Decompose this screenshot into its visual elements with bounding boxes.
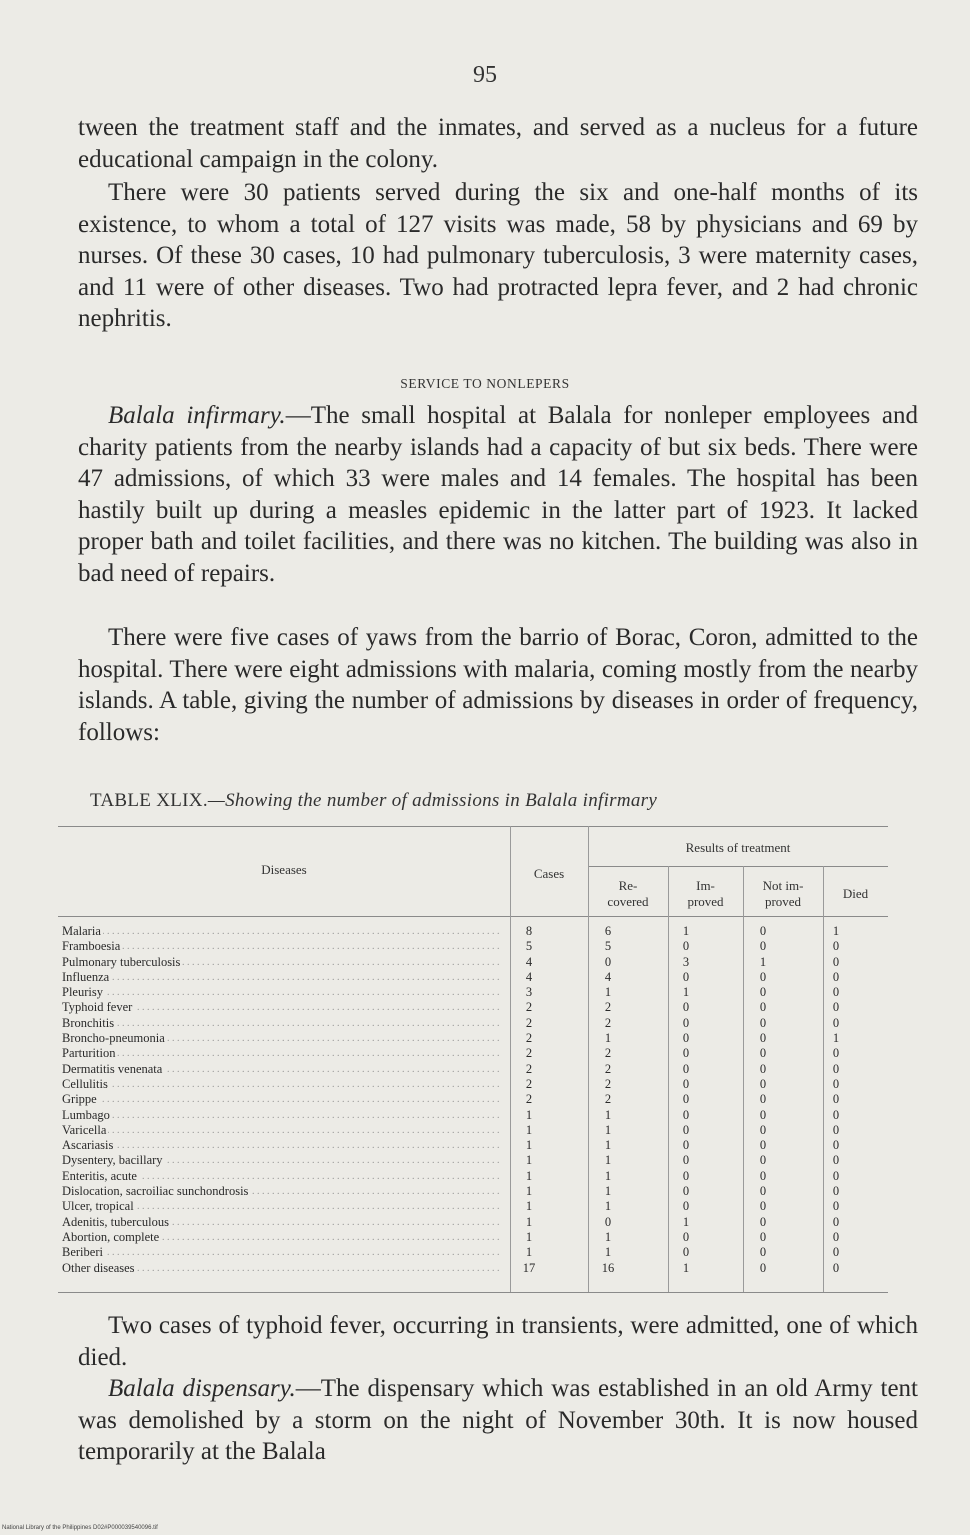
paragraph-continuation: tween the treatment staff and the inmates, and served as a nucleus for a future educational campaign in the colony. [78,114,918,173]
recovered-cell: 1 [604,1138,612,1153]
died-cell: 0 [832,1122,840,1137]
not-improved-cell: 0 [759,1031,767,1046]
improved-cell: 0 [682,1092,690,1107]
disease-name: Ulcer, tropical [62,1199,134,1214]
table-row [58,1261,888,1276]
disease-name: Framboesia [62,939,121,954]
disease-name: Adenitis, tuberculous [62,1214,169,1229]
table-caption [90,790,657,812]
disease-cell [62,1016,502,1031]
improved-cell: 0 [682,939,690,954]
died-cell: 1 [832,1031,840,1046]
recovered-cell: 1 [604,1229,612,1244]
paragraph-yaws [78,622,918,748]
died-cell: 0 [832,1015,840,1030]
died-cell: 0 [832,1199,840,1214]
paragraph-yaws-text: There were five cases of yaws from the barrio of Borac, Coron, admitted to the hospital. There were eight admissions with malaria, coming mostly from the nearby islands. A table, giving the number of admissions by diseases in order of frequency, follows: [78,624,918,746]
recovered-cell: 1 [604,1245,612,1260]
not-improved-cell: 0 [759,1122,767,1137]
died-cell: 0 [832,1168,840,1183]
table-row [58,939,888,954]
table-caption-label: TABLE XLIX. [90,790,208,811]
cases-cell: 8 [525,924,533,938]
died-cell: 0 [832,1229,840,1244]
header-results: Results of treatment [685,840,791,855]
cases-cell: 5 [525,939,533,954]
cases-cell: 3 [525,985,533,1000]
table-row [58,1199,888,1214]
disease-name: Malaria [62,924,101,938]
disease-name: Dysentery, bacillary [62,1153,163,1168]
cases-cell: 4 [525,954,533,969]
not-improved-cell: 0 [759,1245,767,1260]
recovered-cell: 0 [604,1214,612,1229]
died-cell: 0 [832,1092,840,1107]
improved-cell: 0 [682,1153,690,1168]
cases-cell: 2 [525,1076,533,1091]
disease-name: Cellulitis [62,1076,108,1091]
dispensary-title: Balala dispensary. [108,1375,296,1402]
died-cell: 0 [832,1061,840,1076]
not-improved-cell: 0 [759,1153,767,1168]
disease-name: Pleurisy [62,985,103,1000]
improved-cell: 0 [682,1061,690,1076]
header-died: Died [842,886,869,901]
cases-cell: 1 [525,1214,533,1229]
disease-cell [62,1138,502,1153]
disease-cell [62,939,502,954]
header-improved: Im- proved [687,878,724,909]
recovered-cell: 2 [604,1015,612,1030]
cases-cell: 2 [525,1015,533,1030]
recovered-cell: 1 [604,1153,612,1168]
not-improved-cell: 0 [759,1107,767,1122]
disease-cell [62,1261,502,1276]
not-improved-cell: 0 [759,1229,767,1244]
header-diseases: Diseases [261,862,307,877]
improved-cell: 0 [682,1138,690,1153]
recovered-cell: 1 [604,1184,612,1199]
disease-cell [62,955,502,970]
cases-cell: 2 [525,1092,533,1107]
page-number: 95 [473,62,497,88]
improved-cell: 0 [682,1046,690,1061]
cases-cell: 1 [525,1138,533,1153]
disease-cell [62,1062,502,1077]
disease-cell [62,1215,502,1230]
cases-cell: 1 [525,1107,533,1122]
table-row [58,1000,888,1015]
improved-cell: 0 [682,1000,690,1015]
died-cell: 0 [832,1046,840,1061]
not-improved-cell: 0 [759,1000,767,1015]
recovered-cell: 2 [604,1076,612,1091]
died-cell: 0 [832,969,840,984]
disease-cell [62,1092,502,1107]
disease-name: Typhoid fever [62,1000,133,1015]
table-row [58,1016,888,1031]
recovered-cell: 6 [604,924,612,938]
paragraph-balala-dispensary [78,1373,918,1468]
table-body [58,924,888,1276]
table-row [58,955,888,970]
paragraph-typhoid-text: Two cases of typhoid fever, occurring in transients, were admitted, one of which died. [78,1312,918,1371]
infirmary-title: Balala infirmary. [108,402,286,429]
improved-cell: 0 [682,1245,690,1260]
cases-cell: 1 [525,1245,533,1260]
disease-cell [62,1077,502,1092]
disease-cell [62,1245,502,1260]
improved-cell: 0 [682,1168,690,1183]
improved-cell: 0 [682,1199,690,1214]
not-improved-cell: 0 [759,1199,767,1214]
improved-cell: 1 [682,1260,690,1275]
recovered-cell: 2 [604,1061,612,1076]
cases-cell: 2 [525,1000,533,1015]
improved-cell: 0 [682,1184,690,1199]
disease-name: Broncho-pneumonia [62,1031,165,1046]
disease-name: Grippe [62,1092,97,1107]
recovered-cell: 16 [601,1260,615,1275]
improved-cell: 0 [682,1015,690,1030]
not-improved-cell: 0 [759,1046,767,1061]
improved-cell: 1 [682,1214,690,1229]
disease-name: Pulmonary tuberculosis [62,954,181,969]
header-not-improved: Not im- proved [762,878,804,909]
improved-cell: 1 [682,985,690,1000]
disease-cell [62,970,502,985]
table-row [58,1153,888,1168]
died-cell: 0 [832,1000,840,1015]
table-row [58,1062,888,1077]
disease-name: Beriberi [62,1245,103,1260]
not-improved-cell: 0 [759,1092,767,1107]
table-row [58,1138,888,1153]
died-cell: 0 [832,1214,840,1229]
table-row [58,1108,888,1123]
disease-name: Abortion, complete [62,1229,160,1244]
cases-cell: 2 [525,1046,533,1061]
disease-name: Dislocation, sacroiliac sunchondrosis [62,1184,249,1199]
died-cell: 0 [832,1184,840,1199]
disease-cell [62,924,502,939]
disease-cell [62,1184,502,1199]
table-row [58,1092,888,1107]
cases-cell: 2 [525,1031,533,1046]
died-cell: 0 [832,1076,840,1091]
not-improved-cell: 0 [759,1076,767,1091]
paragraph-typhoid [78,1310,918,1373]
cases-cell: 17 [522,1260,536,1275]
not-improved-cell: 0 [759,1061,767,1076]
recovered-cell: 5 [604,939,612,954]
not-improved-cell: 0 [759,1168,767,1183]
disease-name: Lumbago [62,1107,110,1122]
improved-cell: 0 [682,1031,690,1046]
cases-cell: 1 [525,1122,533,1137]
not-improved-cell: 0 [759,985,767,1000]
disease-name: Parturition [62,1046,116,1061]
recovered-cell: 4 [604,969,612,984]
infirmary-text: —The small hospital at Balala for nonleper employees and charity patients from the nearby islands had a capacity of but six beds. There were 47 admissions, of which 33 were males and 14 females. The hospital has been hastily built up during a measles epidemic in the latter part of 1923. It lacked proper bath and toilet facilities, and there was no kitchen. The building was also in bad need of repairs. [78,402,918,587]
died-cell: 0 [832,1260,840,1275]
improved-cell: 0 [682,1122,690,1137]
not-improved-cell: 0 [759,939,767,954]
table-row [58,1184,888,1199]
improved-cell: 0 [682,1107,690,1122]
recovered-cell: 1 [604,1122,612,1137]
not-improved-cell: 0 [759,1260,767,1275]
disease-name: Bronchitis [62,1015,115,1030]
table-row [58,985,888,1000]
table-row [58,1230,888,1245]
died-cell: 0 [832,939,840,954]
died-cell: 0 [832,1153,840,1168]
disease-cell [62,1153,502,1168]
disease-name: Influenza [62,969,110,984]
recovered-cell: 1 [604,1107,612,1122]
table-caption-text: —Showing the number of admissions in Balala infirmary [207,790,658,811]
improved-cell: 3 [682,954,690,969]
disease-cell [62,1000,502,1015]
died-cell: 0 [832,1245,840,1260]
recovered-cell: 0 [604,954,612,969]
disease-cell [62,1046,502,1061]
disease-name: Ascariasis [62,1138,114,1153]
section-heading: SERVICE TO NONLEPERS [400,376,570,391]
cases-cell: 4 [525,969,533,984]
table-row [58,1123,888,1138]
table-row [58,924,888,939]
disease-name: Varicella [62,1122,107,1137]
cases-cell: 1 [525,1184,533,1199]
recovered-cell: 2 [604,1000,612,1015]
table-row [58,1031,888,1046]
died-cell: 0 [832,954,840,969]
died-cell: 0 [832,1138,840,1153]
not-improved-cell: 0 [759,1015,767,1030]
recovered-cell: 2 [604,1046,612,1061]
table-row [58,1046,888,1061]
recovered-cell: 1 [604,1199,612,1214]
improved-cell: 0 [682,1076,690,1091]
paragraph-patients-text: There were 30 patients served during the six and one-half months of its existence, to whom a total of 127 visits was made, 58 by physicians and 69 by nurses. Of these 30 cases, 10 had pulmonary tuberculosis, 3 were maternity cases, and 11 were of other diseases. Two had protracted lepra fever, and 2 had chronic nephritis. [78,179,918,332]
recovered-cell: 1 [604,985,612,1000]
dispensary-text: —The dispensary which was established in an old Army tent was demolished by a storm on the night of November 30th. It is now housed temporarily at the Balala [78,1375,918,1465]
cases-cell: 1 [525,1153,533,1168]
table-row [58,970,888,985]
disease-name: Other diseases [62,1260,135,1275]
disease-cell [62,1199,502,1214]
recovered-cell: 1 [604,1031,612,1046]
cases-cell: 1 [525,1168,533,1183]
table-row [58,1215,888,1230]
cases-cell: 1 [525,1229,533,1244]
header-cases: Cases [533,866,565,881]
died-cell: 0 [832,985,840,1000]
paragraph-balala-infirmary [78,400,918,589]
disease-cell [62,1169,502,1184]
cases-cell: 2 [525,1061,533,1076]
disease-name: Dermatitis venenata [62,1061,163,1076]
not-improved-cell: 0 [759,969,767,984]
disease-cell [62,1123,502,1138]
not-improved-cell: 1 [759,954,767,969]
paragraph-patients [78,177,918,335]
table-row [58,1245,888,1260]
disease-cell [62,1031,502,1046]
died-cell: 1 [832,924,840,938]
improved-cell: 1 [682,924,690,938]
disease-cell [62,985,502,1000]
improved-cell: 0 [682,969,690,984]
not-improved-cell: 0 [759,1184,767,1199]
disease-name: Enteritis, acute [62,1168,137,1183]
recovered-cell: 1 [604,1168,612,1183]
recovered-cell: 2 [604,1092,612,1107]
table-row [58,1077,888,1092]
cases-cell: 1 [525,1199,533,1214]
not-improved-cell: 0 [759,924,767,938]
not-improved-cell: 0 [759,1138,767,1153]
header-recovered: Re- covered [607,878,649,909]
disease-cell [62,1108,502,1123]
died-cell: 0 [832,1107,840,1122]
archive-footer-tag: National Library of the Philippines D02#P000039540096.tif [2,1525,158,1531]
disease-cell [62,1230,502,1245]
admissions-table [58,826,888,1294]
table-row [58,1169,888,1184]
improved-cell: 0 [682,1229,690,1244]
not-improved-cell: 0 [759,1214,767,1229]
